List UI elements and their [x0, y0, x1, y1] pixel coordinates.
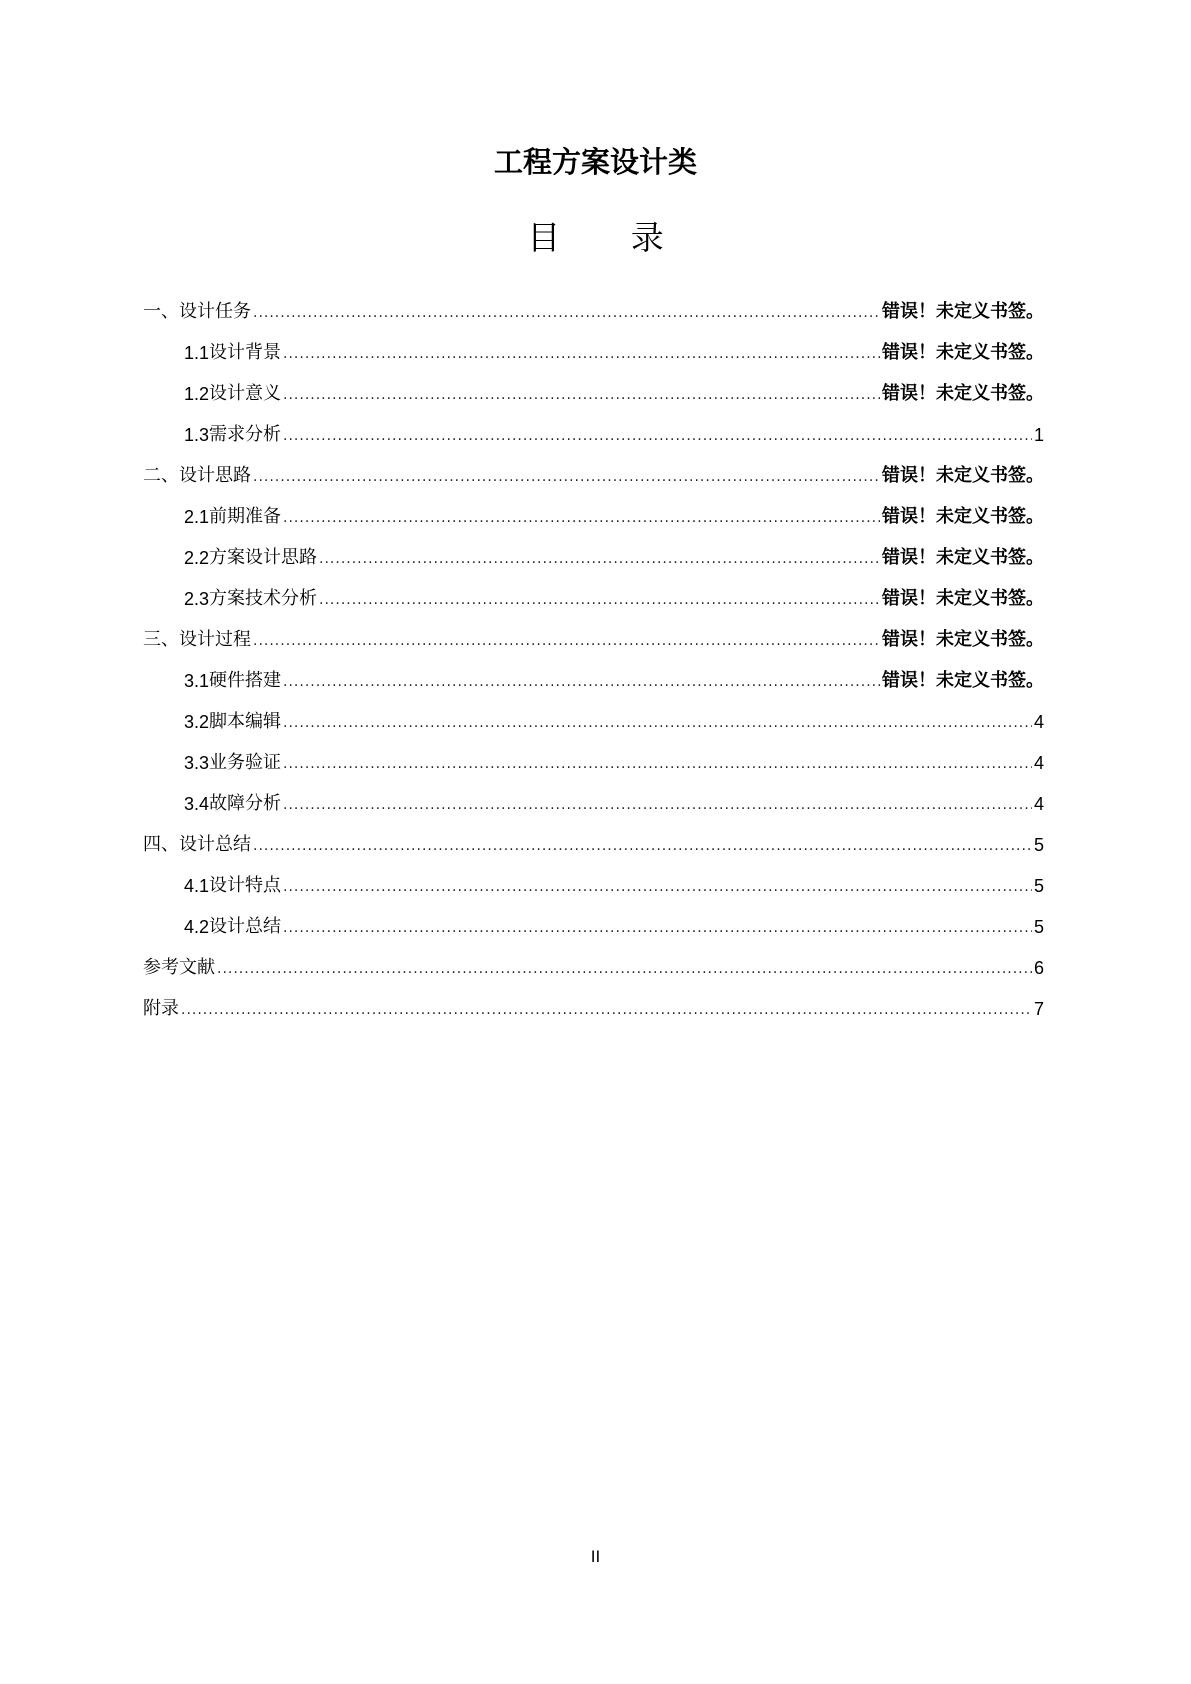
toc-entry-label: 参考文献	[143, 957, 215, 978]
toc-entry[interactable]	[143, 897, 1044, 938]
toc-entry-page: 1	[1033, 425, 1044, 445]
toc-leader-dots	[283, 711, 1032, 731]
toc-entry-number: 2.2	[184, 548, 210, 568]
toc-entry[interactable]	[143, 282, 1044, 323]
toc-entry-label: 设计总结	[209, 916, 282, 937]
toc-entry-label: 附录	[143, 998, 179, 1019]
toc-entry-number: 1.2	[184, 384, 210, 404]
toc-leader-dots	[283, 793, 1032, 813]
toc-entry[interactable]	[143, 405, 1044, 446]
toc-entry[interactable]	[143, 528, 1044, 569]
toc-entry-number: 1.3	[184, 425, 210, 445]
toc-entry-page: 错误！未定义书签。	[882, 301, 1044, 321]
toc-entry-page: 4	[1033, 794, 1044, 814]
document-title: 工程方案设计类	[493, 145, 697, 179]
toc-leader-dots	[283, 424, 1032, 444]
toc-leader-dots	[283, 916, 1032, 936]
toc-leader-dots	[283, 383, 880, 403]
toc-entry-page: 错误！未定义书签。	[882, 342, 1044, 362]
toc-entry-label: 设计意义	[209, 383, 282, 404]
toc-entry[interactable]	[143, 815, 1044, 856]
table-of-contents	[143, 282, 1044, 1020]
toc-leader-dots	[253, 629, 880, 649]
toc-entry-label: 设计总结	[179, 834, 251, 855]
toc-leader-dots	[319, 588, 880, 608]
toc-entry[interactable]	[143, 692, 1044, 733]
toc-entry-page: 6	[1033, 958, 1044, 978]
toc-entry-label: 设计特点	[209, 875, 282, 896]
toc-entry-page: 5	[1033, 876, 1044, 896]
toc-entry[interactable]	[143, 569, 1044, 610]
toc-entry-page: 4	[1033, 753, 1044, 773]
toc-entry-label: 设计思路	[179, 465, 251, 486]
toc-entry[interactable]	[143, 487, 1044, 528]
toc-entry[interactable]	[143, 651, 1044, 692]
toc-entry[interactable]	[143, 979, 1044, 1020]
toc-leader-dots	[283, 342, 880, 362]
toc-entry-number: 3.2	[184, 712, 210, 732]
toc-entry-label: 故障分析	[209, 793, 282, 814]
toc-entry-number: 4.1	[184, 876, 210, 896]
toc-leader-dots	[283, 670, 880, 690]
toc-leader-dots	[181, 998, 1032, 1018]
toc-entry-label: 业务验证	[209, 752, 282, 773]
toc-heading: 目 录	[527, 218, 694, 257]
toc-entry-label: 前期准备	[209, 506, 282, 527]
toc-leader-dots	[253, 465, 880, 485]
toc-leader-dots	[283, 875, 1032, 895]
toc-entry-number: 3.4	[184, 794, 210, 814]
toc-entry[interactable]	[143, 774, 1044, 815]
toc-entry-number: 3.3	[184, 753, 210, 773]
toc-entry-number: 一、	[143, 301, 179, 321]
toc-entry-number: 二、	[143, 465, 179, 485]
toc-entry-number: 2.1	[184, 507, 210, 527]
toc-entry[interactable]	[143, 323, 1044, 364]
toc-entry-page: 错误！未定义书签。	[882, 547, 1044, 567]
toc-entry[interactable]	[143, 733, 1044, 774]
toc-entry-label: 设计背景	[209, 342, 282, 363]
toc-entry-number: 四、	[143, 834, 179, 854]
toc-entry-page: 错误！未定义书签。	[882, 588, 1044, 608]
toc-leader-dots	[253, 834, 1032, 854]
toc-entry[interactable]	[143, 856, 1044, 897]
toc-entry[interactable]	[143, 938, 1044, 979]
toc-leader-dots	[217, 957, 1032, 977]
toc-entry-page: 错误！未定义书签。	[882, 629, 1044, 649]
toc-entry-number: 3.1	[184, 671, 210, 691]
toc-entry-label: 方案技术分析	[209, 588, 318, 609]
toc-entry-page: 错误！未定义书签。	[882, 506, 1044, 526]
toc-entry[interactable]	[143, 364, 1044, 405]
toc-entry-number: 三、	[143, 629, 179, 649]
toc-entry-label: 设计任务	[179, 301, 251, 322]
toc-entry[interactable]	[143, 446, 1044, 487]
toc-entry-label: 需求分析	[209, 424, 282, 445]
toc-entry-label: 方案设计思路	[209, 547, 318, 568]
toc-entry-page: 错误！未定义书签。	[882, 383, 1044, 403]
toc-leader-dots	[283, 752, 1032, 772]
toc-leader-dots	[283, 506, 880, 526]
toc-entry-label: 硬件搭建	[209, 670, 282, 691]
toc-entry-page: 5	[1033, 835, 1044, 855]
toc-entry-page: 错误！未定义书签。	[882, 670, 1044, 690]
toc-leader-dots	[319, 547, 880, 567]
toc-entry-page: 7	[1033, 999, 1044, 1019]
toc-entry-number: 4.2	[184, 917, 210, 937]
toc-entry[interactable]	[143, 610, 1044, 651]
toc-entry-label: 脚本编辑	[209, 711, 282, 732]
page-number: II	[590, 1547, 601, 1566]
toc-leader-dots	[253, 301, 880, 321]
toc-entry-label: 设计过程	[179, 629, 251, 650]
toc-entry-number: 2.3	[184, 589, 210, 609]
toc-entry-page: 错误！未定义书签。	[882, 465, 1044, 485]
toc-entry-number: 1.1	[184, 343, 210, 363]
toc-entry-page: 5	[1033, 917, 1044, 937]
toc-entry-page: 4	[1033, 712, 1044, 732]
